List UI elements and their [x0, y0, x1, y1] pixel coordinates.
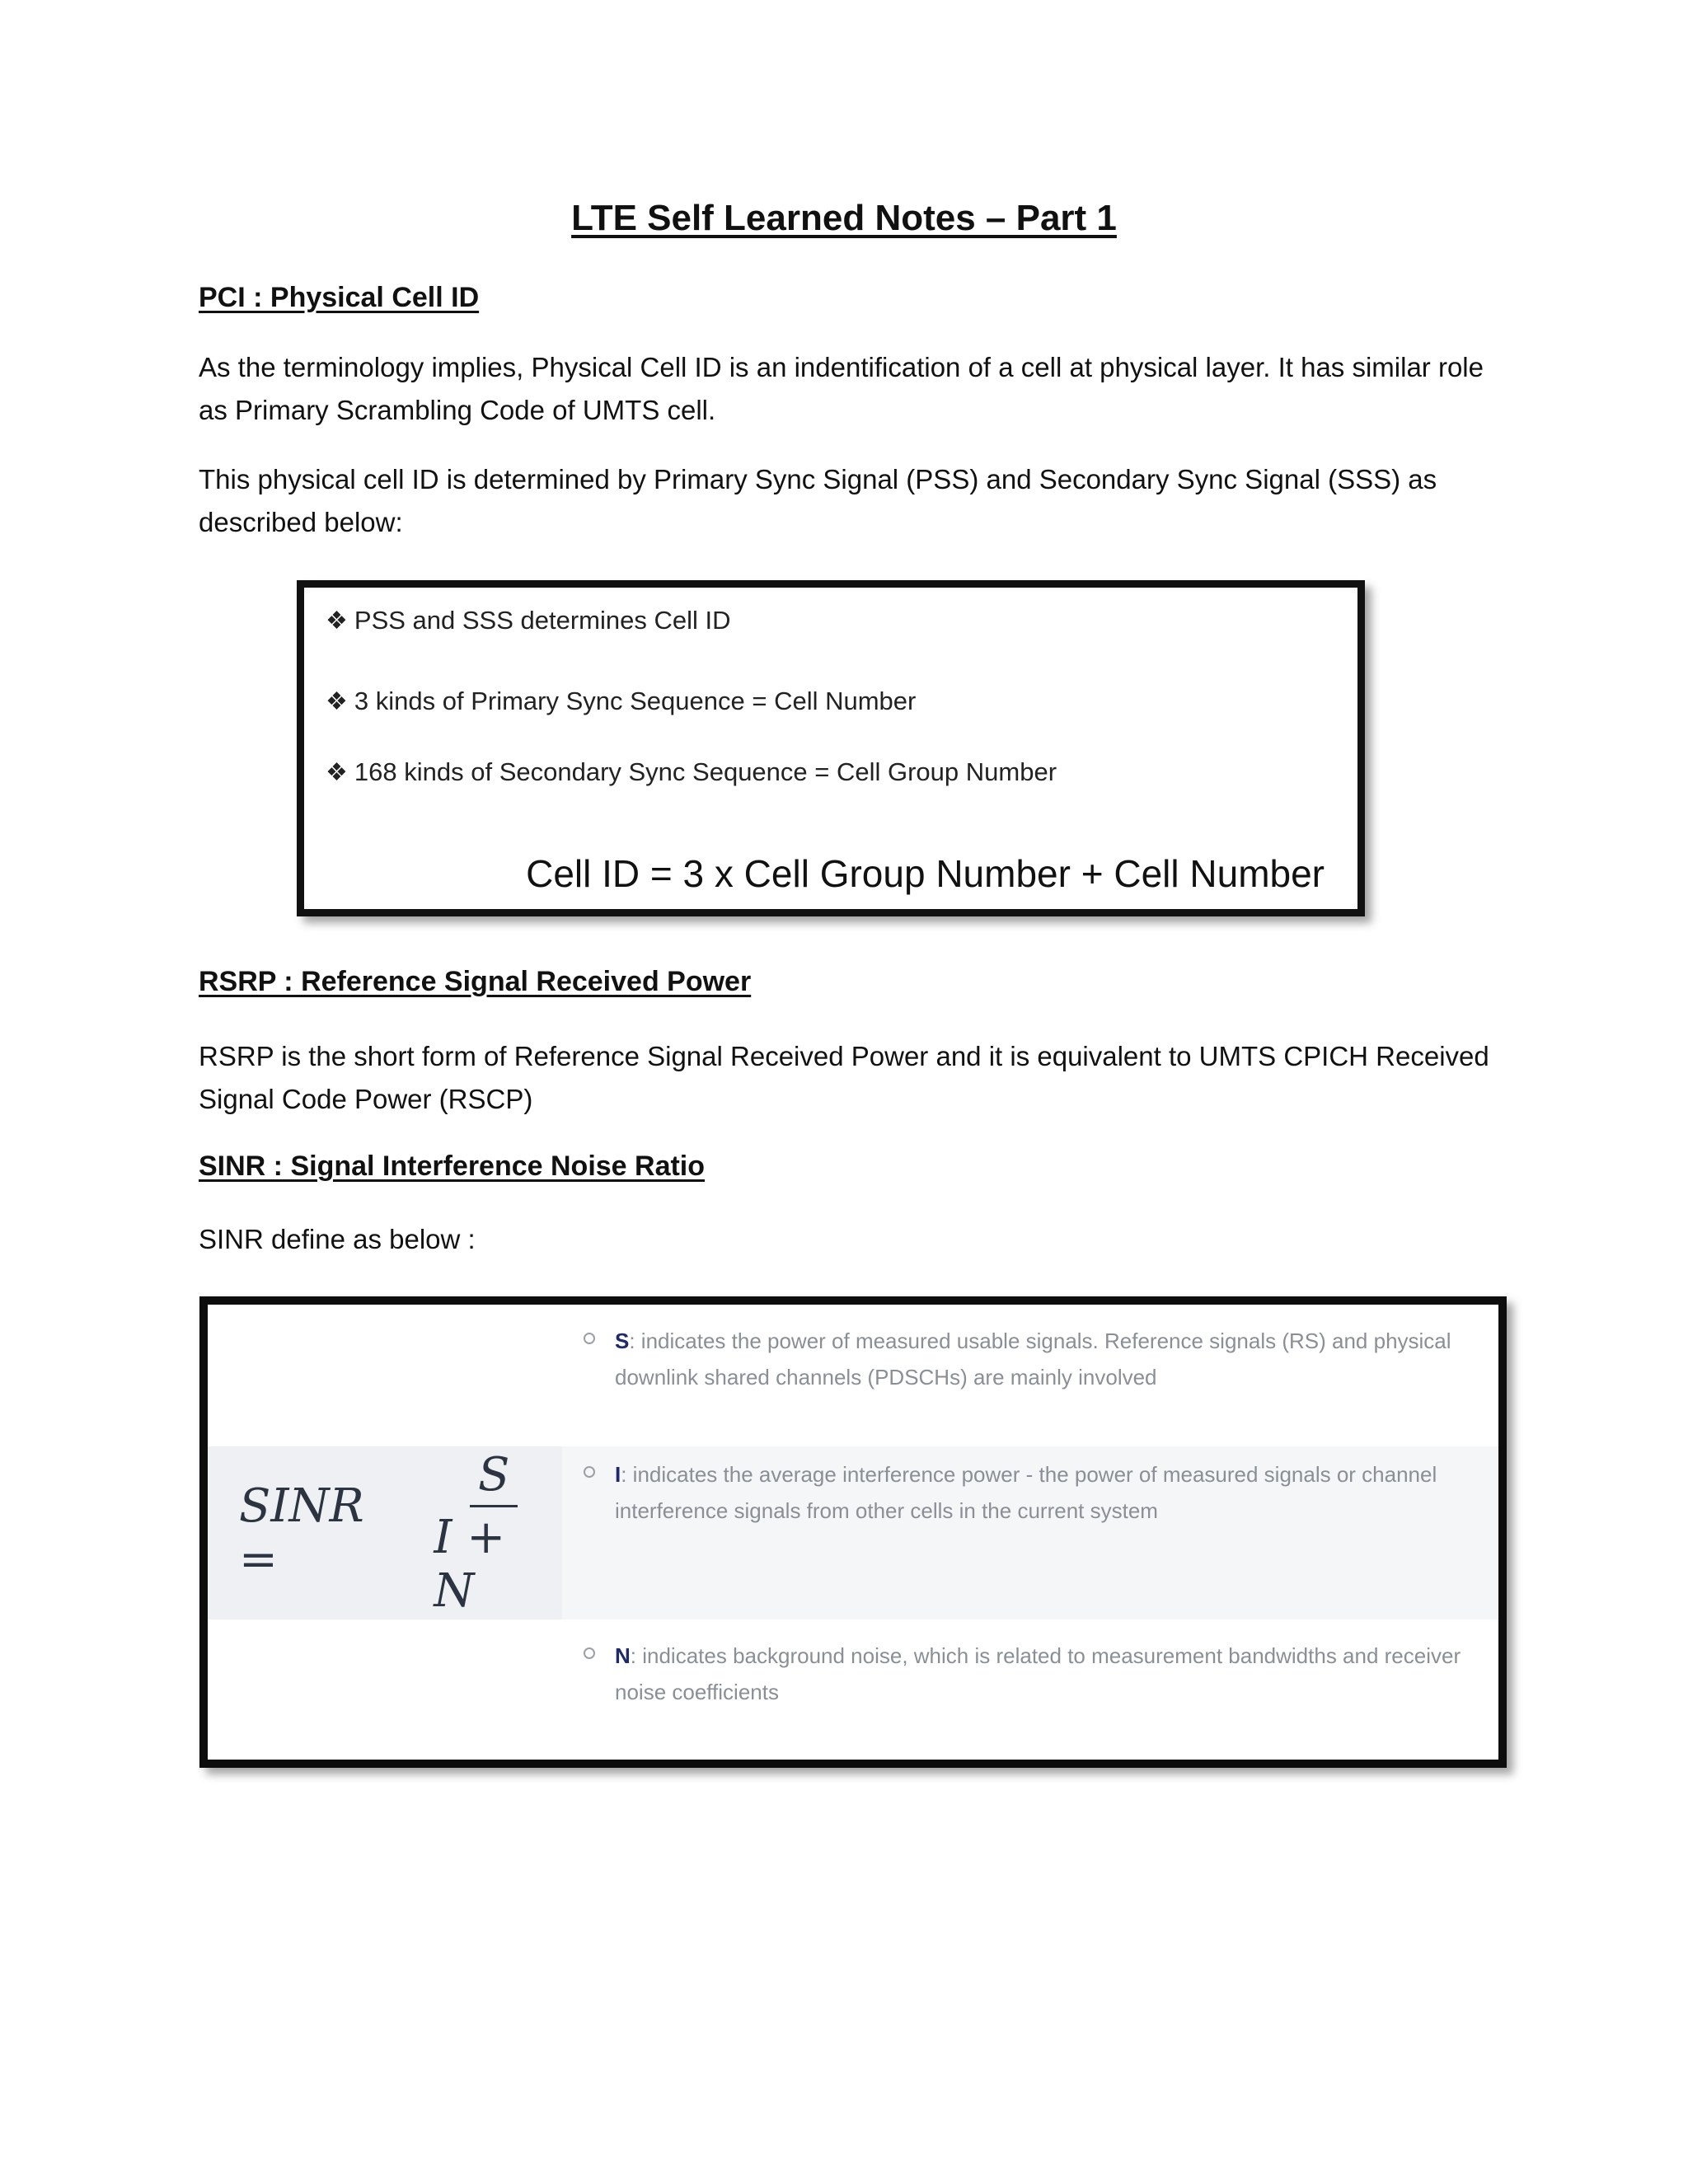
sinr-diagram-box: [199, 1296, 1507, 1768]
pci-bullet-3: ❖ 168 kinds of Secondary Sync Sequence = Cell Group Number: [326, 757, 1057, 786]
circle-bullet-icon: [584, 1647, 595, 1659]
rsrp-paragraph: RSRP is the short form of Reference Signal Received Power and it is equivalent to UMTS CPICH Received Signal Code Power (RSCP): [199, 1041, 1489, 1114]
pci-paragraph-2: This physical cell ID is determined by Primary Sync Signal (PSS) and Secondary Sync Signal (SSS) as described below:: [199, 464, 1437, 537]
sinr-formula-lhs: SINR =: [239, 1479, 364, 1586]
sinr-paragraph: SINR define as below :: [199, 1224, 476, 1254]
sinr-formula: [239, 1448, 562, 1618]
circle-bullet-icon: [584, 1466, 595, 1478]
pci-bullet-1: ❖ PSS and SSS determines Cell ID: [326, 606, 731, 635]
pci-heading: PCI : Physical Cell ID: [199, 282, 480, 313]
diamond-bullet-icon: ❖: [326, 688, 348, 715]
pci-bullet-2: ❖ 3 kinds of Primary Sync Sequence = Cell Number: [326, 687, 917, 715]
circle-bullet-icon: [584, 1333, 595, 1344]
cell-id-formula: Cell ID = 3 x Cell Group Number + Cell Number: [526, 852, 1325, 895]
sinr-denominator: I + N: [434, 1511, 506, 1618]
sinr-fraction: [425, 1448, 562, 1618]
diamond-bullet-icon: ❖: [326, 759, 348, 786]
rsrp-heading: RSRP : Reference Signal Received Power: [199, 966, 752, 997]
sinr-numerator: S: [470, 1448, 518, 1507]
sinr-heading: SINR : Signal Interference Noise Ratio: [199, 1151, 706, 1182]
definition-s: S: indicates the power of measured usable signals. Reference signals (RS) and physical downlink shared channels (PDSCHs) are mainly involved: [584, 1323, 1474, 1395]
diamond-bullet-icon: ❖: [326, 607, 348, 635]
pci-diagram-box: [297, 580, 1365, 916]
definition-n: N: indicates background noise, which is related to measurement bandwidths and receiver noise coefficients: [584, 1638, 1474, 1710]
formula-cell: [208, 1446, 562, 1619]
definition-i: I: indicates the average interference power - the power of measured signals or channel interference signals from other cells in the current system: [584, 1456, 1474, 1529]
document-title: LTE Self Learned Notes – Part 1: [571, 198, 1117, 238]
pci-paragraph-1: As the terminology implies, Physical Cell ID is an indentification of a cell at physical layer. It has similar role as Primary Scrambling Code of UMTS cell.: [199, 352, 1484, 425]
